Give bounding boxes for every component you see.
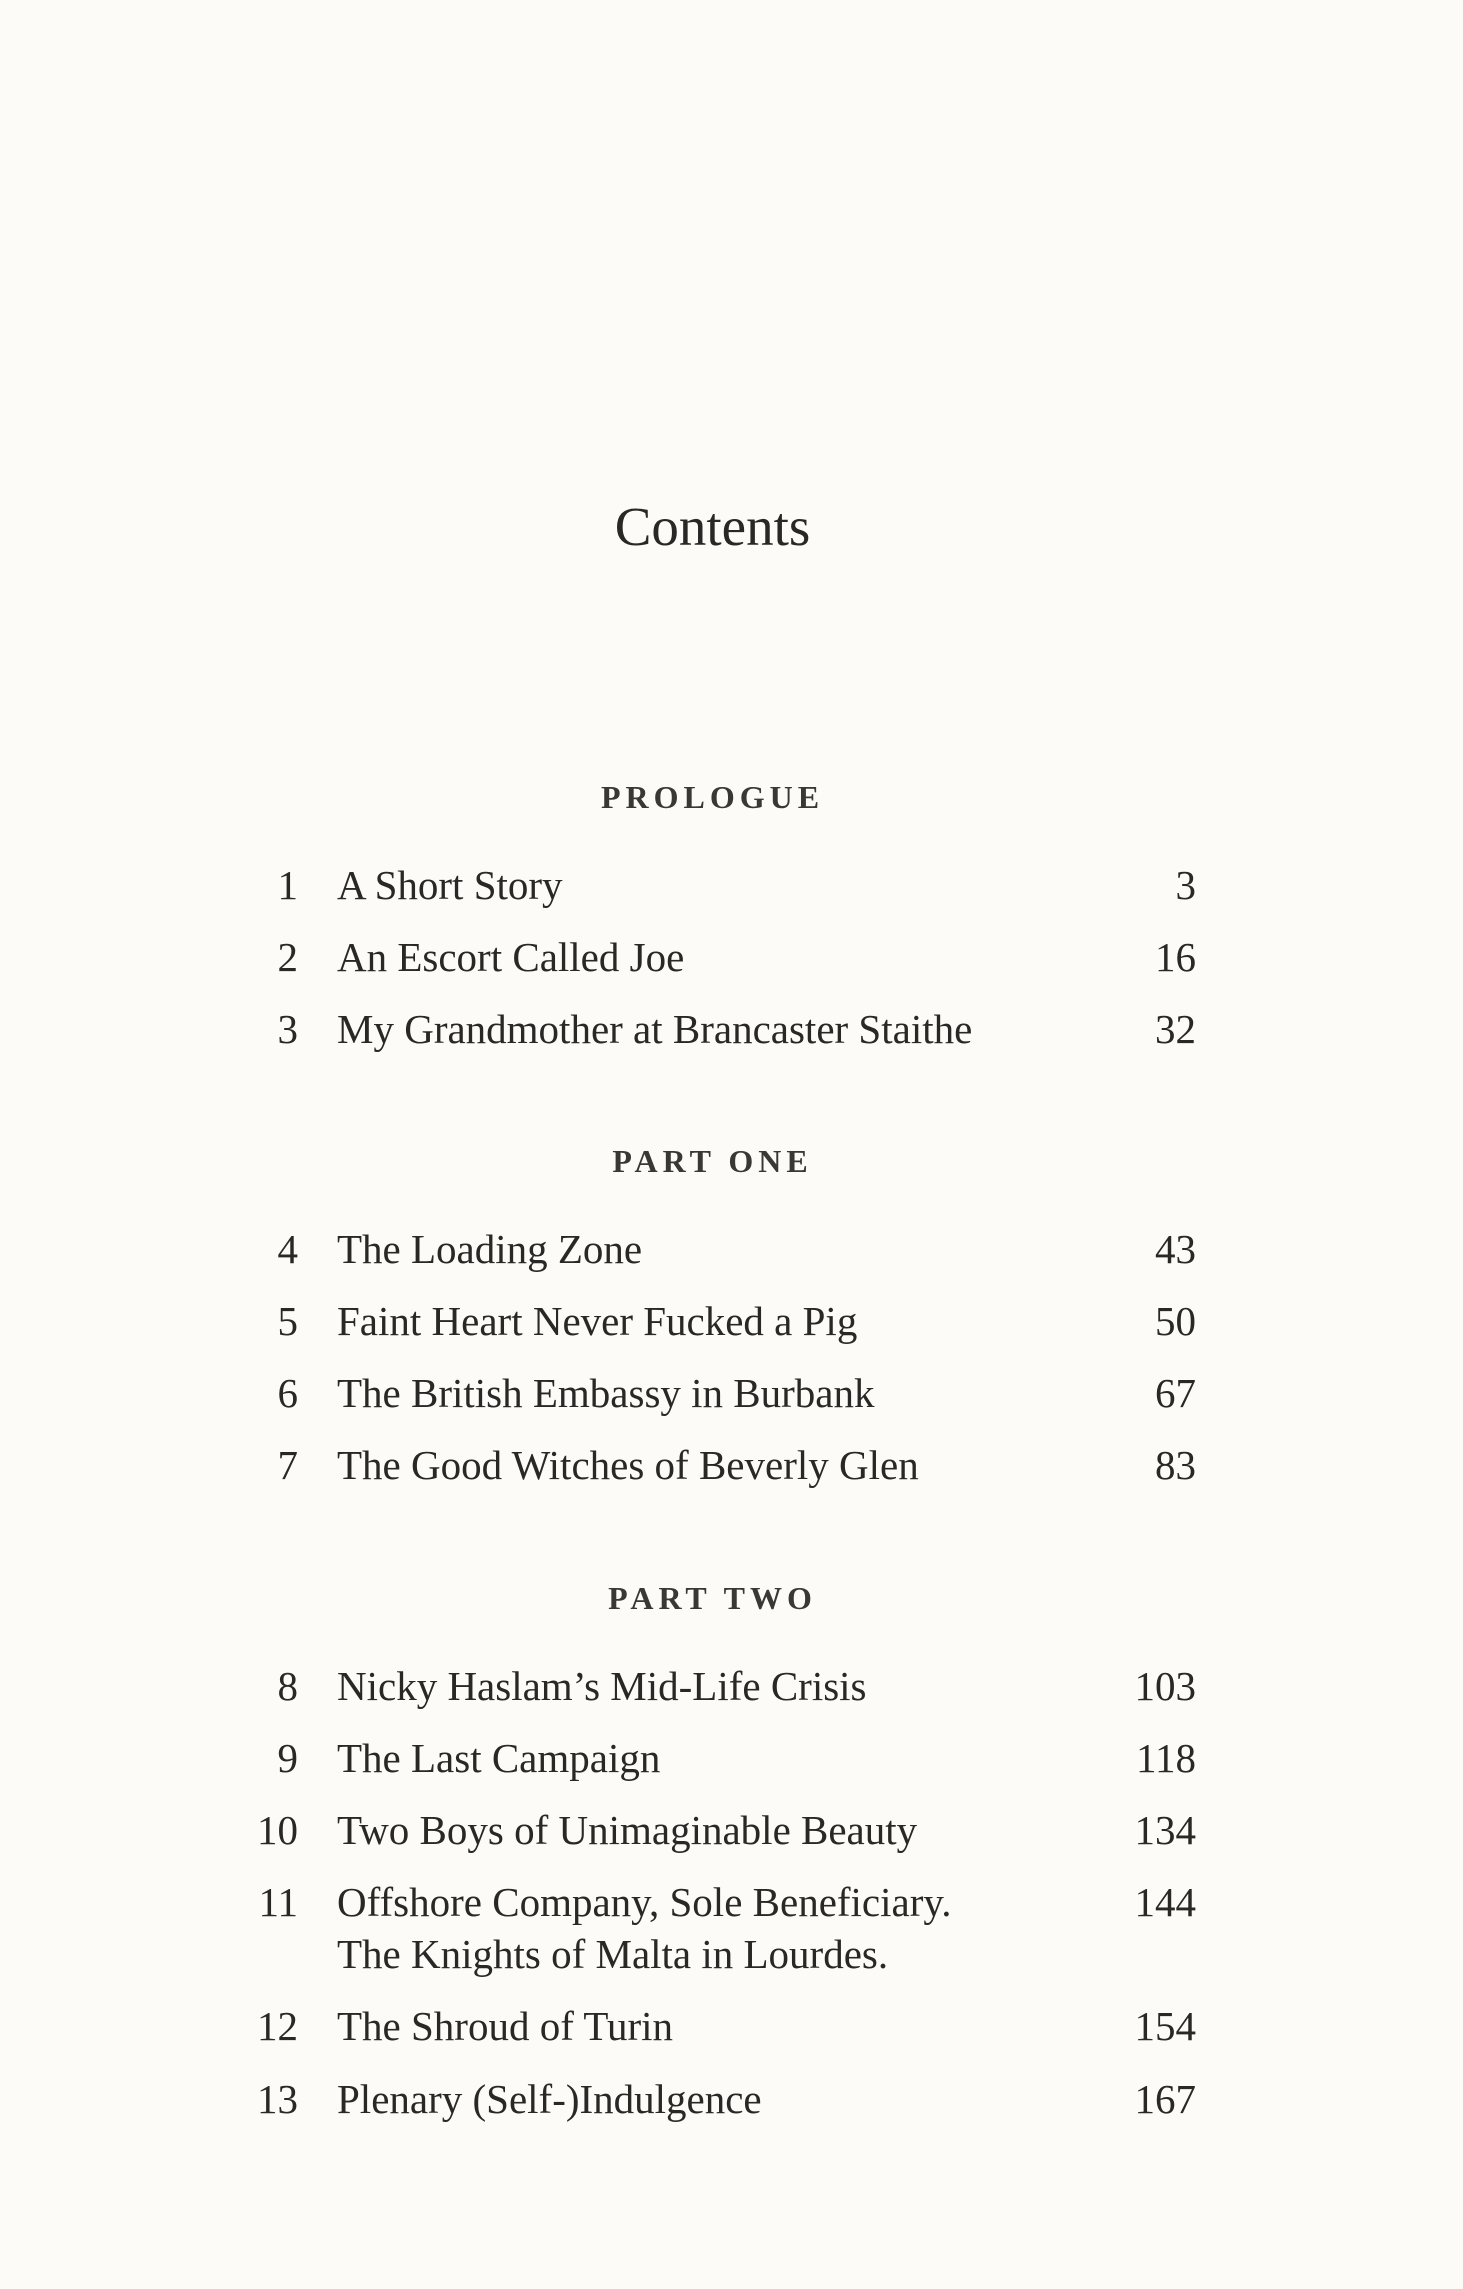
- page-number: 43: [1155, 1226, 1196, 1272]
- page-number: 118: [1136, 1735, 1196, 1781]
- chapter-number: 11: [258, 1879, 298, 1925]
- chapter-number: 5: [277, 1298, 298, 1344]
- page-number: 32: [1155, 1006, 1196, 1052]
- chapter-title: Nicky Haslam’s Mid-Life Crisis: [337, 1663, 867, 1709]
- section-heading-part-one: PART ONE: [612, 1143, 813, 1179]
- chapter-title: The Loading Zone: [337, 1226, 643, 1272]
- chapter-number: 13: [257, 2076, 298, 2122]
- chapter-number: 4: [277, 1226, 298, 1272]
- chapter-title: A Short Story: [337, 862, 563, 908]
- toc-entry[interactable]: [0, 1722, 1463, 1794]
- chapter-title: Faint Heart Never Fucked a Pig: [337, 1298, 858, 1344]
- chapter-number: 1: [277, 862, 298, 908]
- chapter-title: The Shroud of Turin: [337, 2003, 674, 2049]
- chapter-number: 9: [277, 1735, 298, 1781]
- page-number: 50: [1155, 1298, 1196, 1344]
- chapter-title-line-2: The Knights of Malta in Lourdes.: [337, 1931, 889, 1977]
- toc-entry[interactable]: [0, 1990, 1463, 2062]
- chapter-title: Two Boys of Unimaginable Beauty: [337, 1807, 918, 1853]
- chapter-title: The Last Campaign: [337, 1735, 661, 1781]
- toc-entry[interactable]: [0, 1285, 1463, 1357]
- chapter-title: Plenary (Self-)Indulgence: [337, 2076, 762, 2122]
- chapter-number: 8: [277, 1663, 298, 1709]
- chapter-number: 3: [277, 1006, 298, 1052]
- chapter-title: The British Embassy in Burbank: [337, 1370, 875, 1416]
- page-number: 167: [1134, 2076, 1196, 2122]
- chapter-number: 10: [257, 1807, 298, 1853]
- section-heading-part-two: PART TWO: [608, 1580, 817, 1616]
- page-number: 154: [1134, 2003, 1196, 2049]
- page-number: 103: [1134, 1663, 1196, 1709]
- page-number: 3: [1175, 862, 1196, 908]
- toc-entry[interactable]: [0, 1866, 1463, 1984]
- toc-entry[interactable]: [0, 1213, 1463, 1285]
- toc-entry[interactable]: [0, 2063, 1463, 2135]
- page-number: 67: [1155, 1370, 1196, 1416]
- page-number: 83: [1155, 1442, 1196, 1488]
- page-number: 144: [1134, 1879, 1196, 1925]
- chapter-number: 7: [277, 1442, 298, 1488]
- chapter-title: An Escort Called Joe: [337, 934, 685, 980]
- chapter-number: 6: [277, 1370, 298, 1416]
- chapter-title: The Good Witches of Beverly Glen: [337, 1442, 919, 1488]
- page-title: Contents: [614, 496, 811, 557]
- toc-entry[interactable]: [0, 1650, 1463, 1722]
- chapter-number: 2: [277, 934, 298, 980]
- chapter-number: 12: [257, 2003, 298, 2049]
- toc-entry[interactable]: [0, 993, 1463, 1065]
- toc-entry[interactable]: [0, 1794, 1463, 1866]
- toc-entry[interactable]: [0, 921, 1463, 993]
- chapter-title: My Grandmother at Brancaster Staithe: [337, 1006, 973, 1052]
- toc-entry[interactable]: [0, 1429, 1463, 1501]
- section-heading-prologue: PROLOGUE: [600, 779, 825, 815]
- chapter-title-line-1: Offshore Company, Sole Beneficiary.: [337, 1879, 952, 1925]
- page-number: 134: [1134, 1807, 1196, 1853]
- toc-entry[interactable]: [0, 849, 1463, 921]
- toc-entry[interactable]: [0, 1357, 1463, 1429]
- page-number: 16: [1155, 934, 1196, 980]
- chapter-title: [337, 1876, 1097, 1980]
